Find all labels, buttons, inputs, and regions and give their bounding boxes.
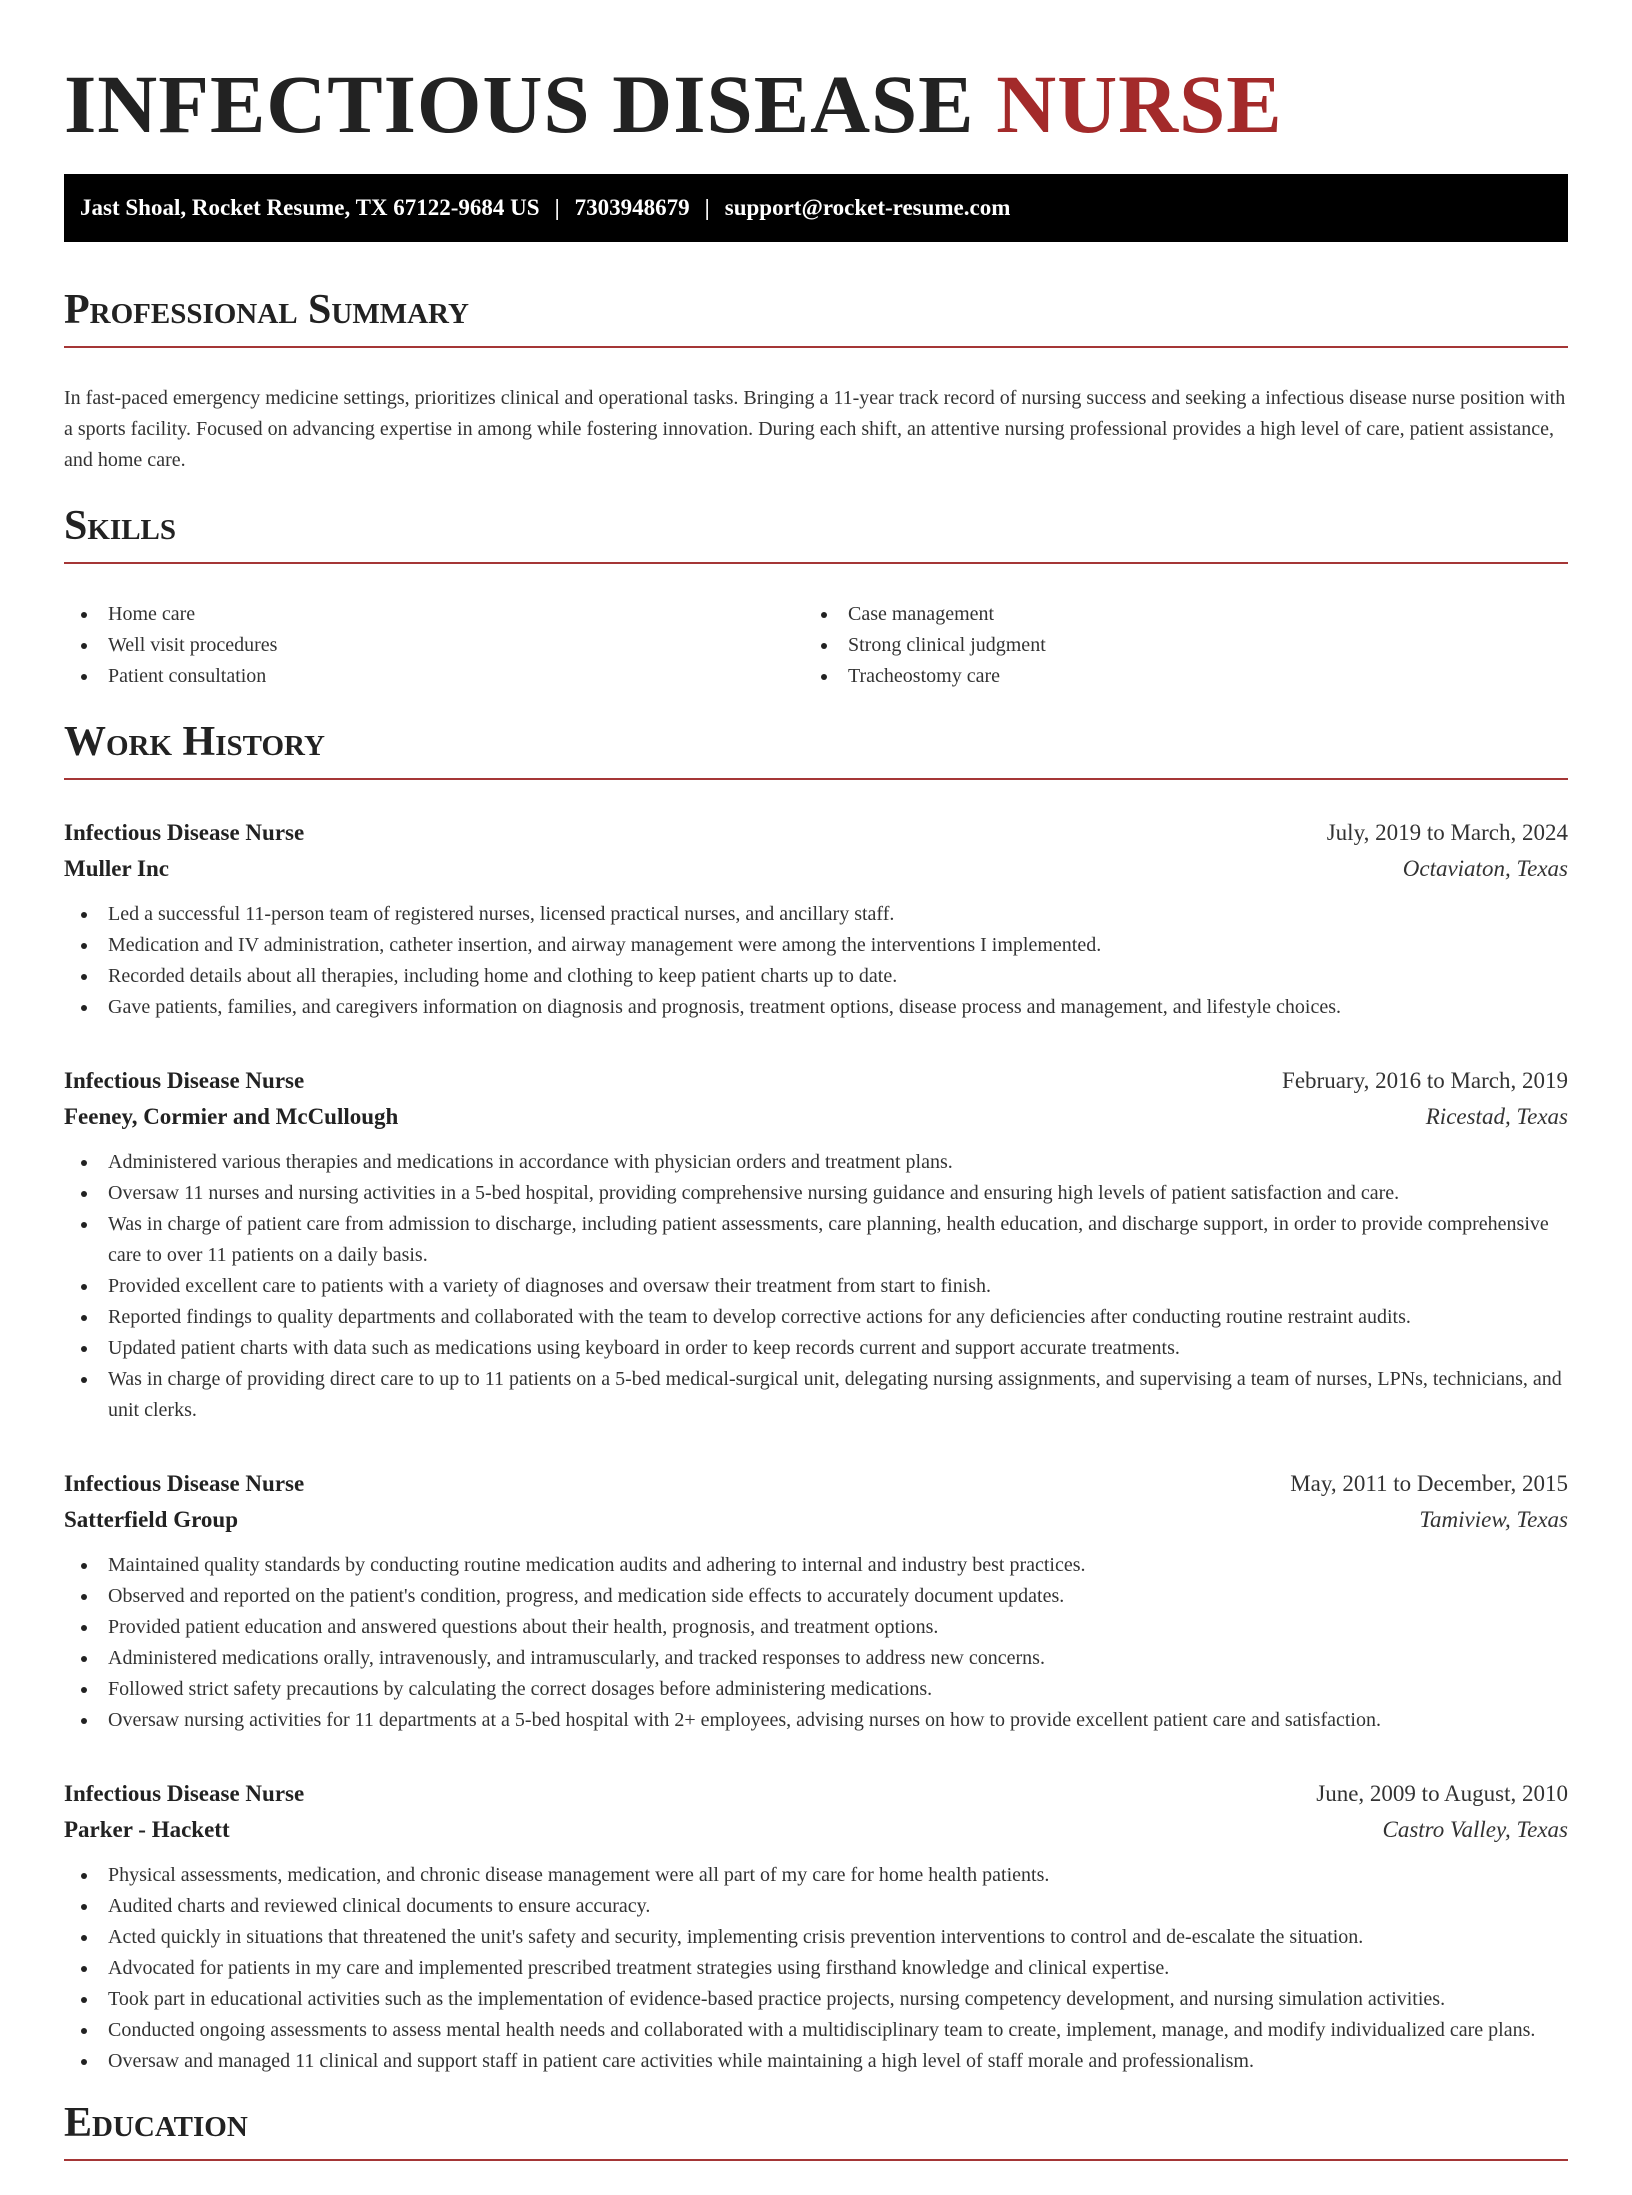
job-title: Infectious Disease Nurse [64, 1470, 305, 1496]
job-bullet: Reported findings to quality departments and collaborated with the team to develop corrective actions for any deficiencies after conducting routine restraint audits. [64, 1302, 1568, 1333]
job-header [64, 1466, 1568, 1502]
work-history-heading: Work History [64, 718, 1568, 780]
skills-heading: Skills [64, 502, 1568, 564]
job-location: Castro Valley, Texas [1382, 1816, 1568, 1842]
job-bullet: Conducted ongoing assessments to assess mental health needs and collaborated with a multidisciplinary team to create, implement, manage, and modify individualized care plans. [64, 2015, 1568, 2046]
skills-column-left [64, 599, 804, 692]
job-bullet: Led a successful 11-person team of registered nurses, licensed practical nurses, and ancillary staff. [64, 899, 1568, 930]
job-bullet: Provided excellent care to patients with a variety of diagnoses and oversaw their treatment from start to finish. [64, 1271, 1568, 1302]
job-header [64, 815, 1568, 851]
skill-item: Strong clinical judgment [804, 630, 1544, 661]
job-bullet: Medication and IV administration, catheter insertion, and airway management were among the interventions I implemented. [64, 930, 1568, 961]
contact-separator: | [704, 195, 710, 220]
job-entry [64, 1466, 1568, 1736]
skill-item: Case management [804, 599, 1544, 630]
job-bullet: Was in charge of patient care from admission to discharge, including patient assessments, care planning, health education, and discharge support, in order to provide comprehensive care to over 11 patients on a daily basis. [64, 1209, 1568, 1271]
job-bullet: Audited charts and reviewed clinical documents to ensure accuracy. [64, 1891, 1568, 1922]
job-bullets [64, 899, 1568, 1023]
job-location: Octaviaton, Texas [1402, 855, 1568, 881]
skill-item: Home care [64, 599, 804, 630]
title-last: NURSE [996, 58, 1283, 150]
education-heading: Education [64, 2099, 1568, 2161]
skill-item: Patient consultation [64, 661, 804, 692]
job-bullet: Provided patient education and answered questions about their health, prognosis, and treatment options. [64, 1612, 1568, 1643]
resume-title [64, 58, 1568, 150]
skills-column-right [804, 599, 1544, 692]
job-bullets [64, 1147, 1568, 1426]
job-bullet: Maintained quality standards by conducting routine medication audits and adhering to internal and industry best practices. [64, 1550, 1568, 1581]
contact-email[interactable]: support@rocket-resume.com [724, 195, 1011, 220]
contact-address: Jast Shoal, Rocket Resume, TX 67122-9684 US [80, 195, 540, 220]
job-bullet: Recorded details about all therapies, including home and clothing to keep patient charts up to date. [64, 961, 1568, 992]
job-subheader [64, 1099, 1568, 1135]
resume-content [64, 0, 1568, 2195]
job-company: Parker - Hackett [64, 1816, 230, 1842]
job-bullet: Was in charge of providing direct care to up to 11 patients on a 5-bed medical-surgical unit, delegating nursing assignments, and supervising a team of nurses, LPNs, technicians, and unit clerks. [64, 1364, 1568, 1426]
summary-text: In fast-paced emergency medicine settings, prioritizes clinical and operational tasks. Bringing a 11-year track record of nursing success and seeking a infectious disease nurse position with a sports facility. Focused on advancing expertise in among while fostering innovation. During each shift, an attentive nursing professional provides a high level of care, patient assistance, and home care. [64, 386, 1566, 471]
job-header [64, 1776, 1568, 1812]
job-bullet: Physical assessments, medication, and chronic disease management were all part of my care for home health patients. [64, 1860, 1568, 1891]
job-bullets [64, 1550, 1568, 1736]
job-entry [64, 815, 1568, 1023]
job-bullet: Followed strict safety precautions by calculating the correct dosages before administering medications. [64, 1674, 1568, 1705]
summary-heading: Professional Summary [64, 286, 1568, 348]
job-bullet: Gave patients, families, and caregivers information on diagnosis and prognosis, treatment options, disease process and management, and lifestyle choices. [64, 992, 1568, 1023]
job-subheader [64, 1502, 1568, 1538]
job-bullet: Oversaw nursing activities for 11 departments at a 5-bed hospital with 2+ employees, advising nurses on how to provide excellent patient care and satisfaction. [64, 1705, 1568, 1736]
job-entry [64, 1776, 1568, 2077]
job-subheader [64, 851, 1568, 887]
job-company: Muller Inc [64, 855, 169, 881]
job-location: Tamiview, Texas [1419, 1506, 1568, 1532]
job-bullet: Took part in educational activities such as the implementation of evidence-based practice projects, nursing competency development, and nursing simulation activities. [64, 1984, 1568, 2015]
job-subheader [64, 1812, 1568, 1848]
contact-bar [64, 174, 1568, 242]
contact-separator: | [554, 195, 560, 220]
job-company: Satterfield Group [64, 1506, 238, 1532]
skill-item: Well visit procedures [64, 630, 804, 661]
job-bullet: Administered various therapies and medications in accordance with physician orders and treatment plans. [64, 1147, 1568, 1178]
skills-list [64, 599, 1568, 692]
contact-phone: 7303948679 [574, 195, 690, 220]
job-dates: May, 2011 to December, 2015 [1290, 1470, 1568, 1496]
job-entry [64, 1063, 1568, 1426]
job-bullet: Advocated for patients in my care and implemented prescribed treatment strategies using firsthand knowledge and clinical expertise. [64, 1953, 1568, 1984]
job-bullet: Oversaw and managed 11 clinical and support staff in patient care activities while maintaining a high level of staff morale and professionalism. [64, 2046, 1568, 2077]
job-dates: February, 2016 to March, 2019 [1282, 1067, 1568, 1093]
job-dates: July, 2019 to March, 2024 [1326, 819, 1568, 845]
job-bullet: Observed and reported on the patient's condition, progress, and medication side effects to accurately document updates. [64, 1581, 1568, 1612]
skill-item: Tracheostomy care [804, 661, 1544, 692]
job-bullet: Updated patient charts with data such as medications using keyboard in order to keep records current and support accurate treatments. [64, 1333, 1568, 1364]
job-bullet: Oversaw 11 nurses and nursing activities in a 5-bed hospital, providing comprehensive nursing guidance and ensuring high levels of patient satisfaction and care. [64, 1178, 1568, 1209]
job-bullet: Administered medications orally, intravenously, and intramuscularly, and tracked responses to address new concerns. [64, 1643, 1568, 1674]
job-bullet: Acted quickly in situations that threatened the unit's safety and security, implementing crisis prevention interventions to control and de-escalate the situation. [64, 1922, 1568, 1953]
job-dates: June, 2009 to August, 2010 [1316, 1780, 1568, 1806]
job-header [64, 1063, 1568, 1099]
job-location: Ricestad, Texas [1425, 1103, 1568, 1129]
job-bullets [64, 1860, 1568, 2077]
job-title: Infectious Disease Nurse [64, 1067, 305, 1093]
job-company: Feeney, Cormier and McCullough [64, 1103, 399, 1129]
title-first: INFECTIOUS DISEASE [64, 58, 975, 150]
job-title: Infectious Disease Nurse [64, 819, 305, 845]
job-title: Infectious Disease Nurse [64, 1780, 305, 1806]
